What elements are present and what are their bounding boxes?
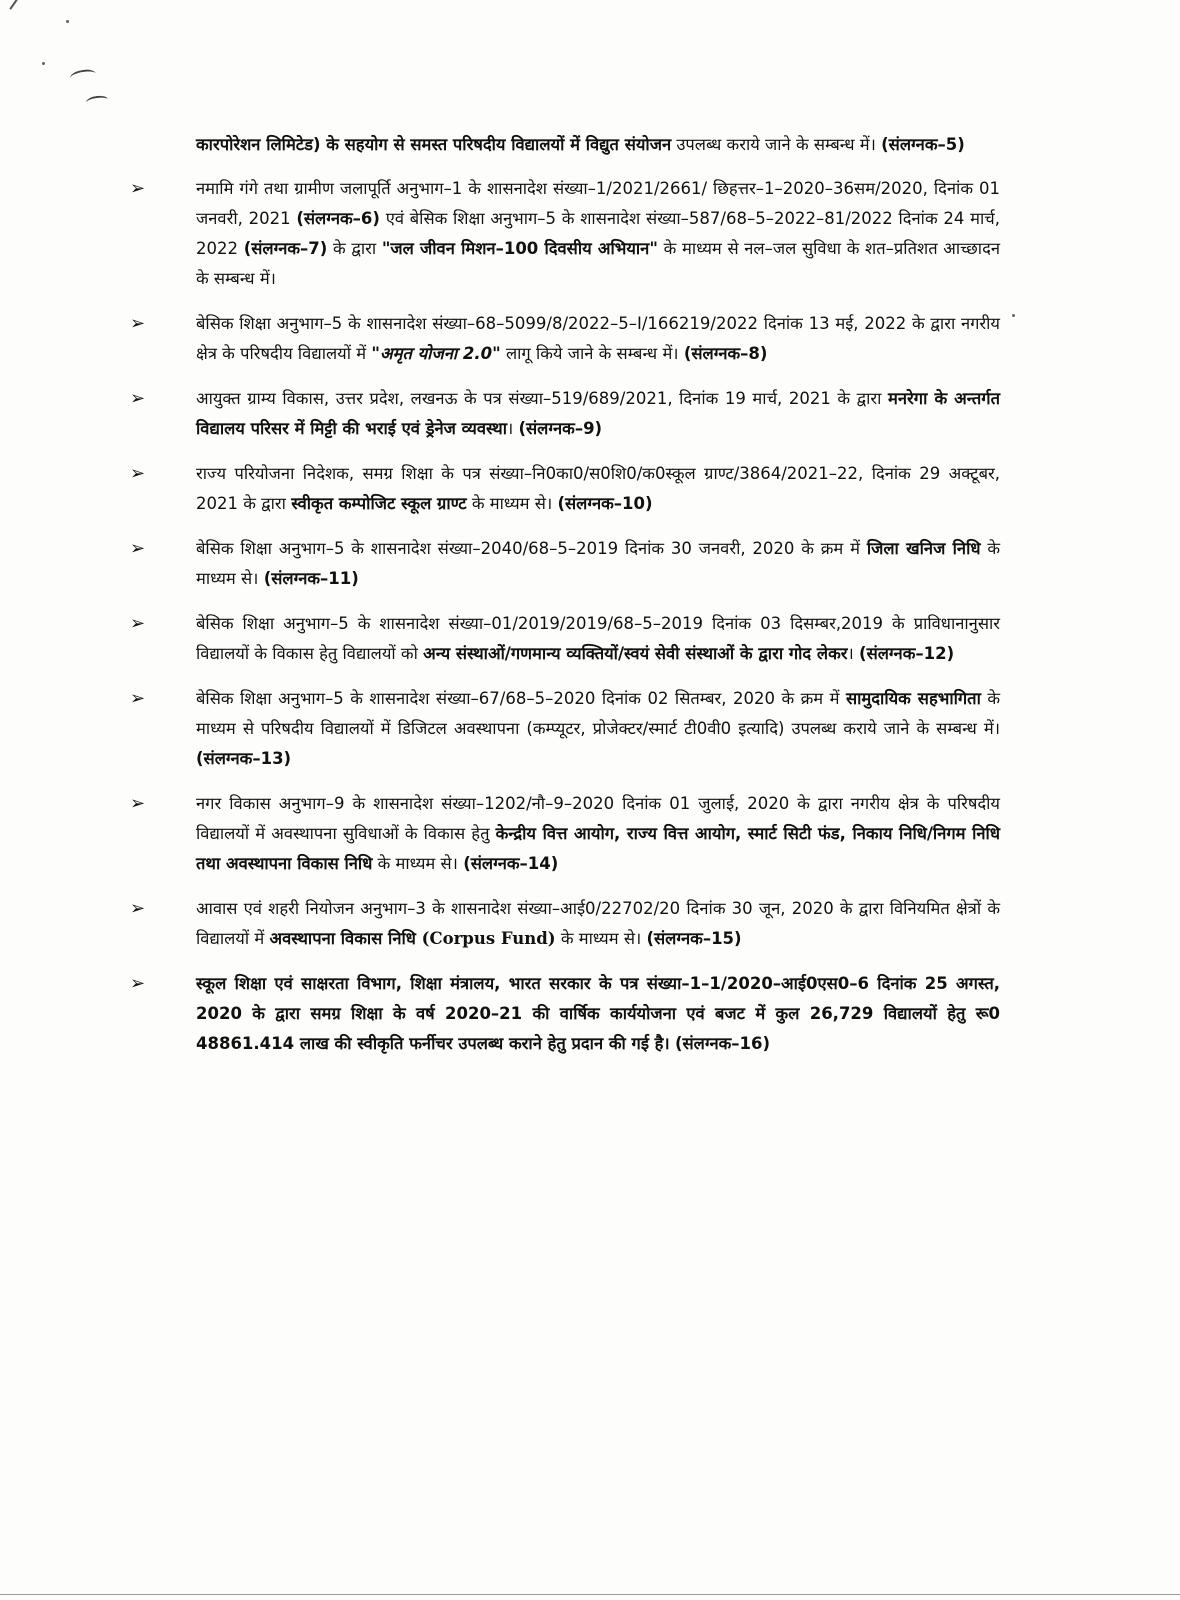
item-text: के माध्यम से। [372,854,464,873]
item-highlight: अवस्थापना विकास निधि [269,929,416,948]
scan-artifact [69,68,97,84]
list-item [130,459,1000,519]
scan-artifact [85,95,108,108]
list-item [130,969,1000,1059]
scan-artifact [9,0,20,11]
lead-bold-text: कारपोरेशन लिमिटेड) के सहयोग से समस्त परिषदीय विद्यालयों में विद्युत संयोजन [196,135,672,154]
item-text: । [847,644,860,663]
scan-artifact [42,62,45,65]
arrow-bullet-icon: ➢ [130,688,146,709]
list-item [130,534,1000,594]
item-text: एवं बेसिक शिक्षा अनुभाग–5 के शासनादेश संख्या–587/68–5–2022–81/2022 दिनांक 24 मार्च, 2022 [196,209,1000,258]
arrow-bullet-icon: ➢ [130,388,146,409]
item-text: आवास एवं शहरी नियोजन अनुभाग–3 के शासनादेश संख्या–आई0/22702/20 दिनांक 30 जून, 2020 के द्वारा विनियमित क्षेत्रों के विद्यालयों में [196,899,1000,948]
item-highlight-latin: (Corpus Fund) [415,929,556,948]
item-text: नगर विकास अनुभाग–9 के शासनादेश संख्या–1202/नौ–9–2020 दिनांक 01 जुलाई, 2020 के द्वारा नगरीय क्षेत्र के परिषदीय विद्यालयों में अवस्थापना सुविधाओं के विकास हेतु [196,794,1000,843]
document-body [130,130,1000,1074]
list-item [130,609,1000,669]
annex-reference: (संलग्नक–6) [296,209,380,228]
page-bottom-edge [0,1594,1180,1595]
annex-reference: (संलग्नक–14) [463,854,559,873]
arrow-bullet-icon: ➢ [130,613,146,634]
item-text: लागू किये जाने के सम्बन्ध में। [500,344,684,363]
annex-reference: (संलग्नक–11) [263,569,359,588]
item-text: आयुक्त ग्राम्य विकास, उत्तर प्रदेश, लखनऊ के पत्र संख्या–519/689/2021, दिनांक 19 मार्च, 2021 के द्वारा [196,389,889,408]
item-highlight: सामुदायिक सहभागिता [845,689,981,708]
list-item [130,684,1000,774]
list-item [130,309,1000,369]
item-text: बेसिक शिक्षा अनुभाग–5 के शासनादेश संख्या–68–5099/8/2022–5–I/166219/2022 दिनांक 13 मई, 2022 के द्वारा नगरीय क्षेत्र के परिषदीय विद्यालयों में [196,314,1000,363]
item-text: बेसिक शिक्षा अनुभाग–5 के शासनादेश संख्या–2040/68–5–2019 दिनांक 30 जनवरी, 2020 के क्रम में [196,539,867,558]
list-item [130,789,1000,879]
item-text: के माध्यम से नल–जल सुविधा के शत–प्रतिशत आच्छादन के सम्बन्ध में। [196,239,1000,288]
item-highlight: "अमृत योजना 2.0" [371,344,501,363]
item-highlight: "जल जीवन मिशन–100 दिवसीय अभियान" [381,239,658,258]
item-text: के माध्यम से। [466,494,558,513]
arrow-bullet-icon: ➢ [130,898,146,919]
item-text: । [506,419,519,438]
item-text: के द्वारा [327,239,382,258]
annex-reference: (संलग्नक–16) [674,1034,771,1053]
lead-text: उपलब्ध कराये जाने के सम्बन्ध में। [671,135,882,154]
item-text: नमामि गंगे तथा ग्रामीण जलापूर्ति अनुभाग–1 के शासनादेश संख्या–1/2021/2661/ छिहत्तर–1–2020–36सम/2020, दिनांक 01 जनवरी, 2021 [196,179,1000,228]
item-text: के माध्यम से। [196,539,1001,588]
annex-reference: (संलग्नक–9) [518,419,603,438]
list-item [130,894,1000,954]
item-highlight: स्कूल शिक्षा एवं साक्षरता विभाग, शिक्षा मंत्रालय, भारत सरकार के पत्र संख्या–1–1/2020–आई0एस0–6 दिनांक 25 अगस्त, 2020 के द्वारा समग्र शिक्षा के वर्ष 2020–21 की वार्षिक कार्ययोजना एवं बजट में कुल 26,729 विद्यालयों हेतु रू0 48861.414 लाख की स्वीकृति फर्नीचर उपलब्ध कराने हेतु प्रदान की गई है। [196,974,1000,1053]
annex-reference: (संलग्नक–10) [557,494,653,513]
arrow-bullet-icon: ➢ [130,313,146,334]
annex-reference: (संलग्नक–5) [881,135,965,154]
item-text: के माध्यम से। [555,929,647,948]
scan-artifact [1012,314,1015,317]
arrow-bullet-icon: ➢ [130,178,146,199]
arrow-bullet-icon: ➢ [130,793,146,814]
item-text: राज्य परियोजना निदेशक, समग्र शिक्षा के पत्र संख्या–नि0का0/स0शि0/क0स्कूल ग्राण्ट/3864/2021–22, दिनांक 29 अक्टूबर, 2021 के द्वारा [196,464,1000,513]
item-text: बेसिक शिक्षा अनुभाग–5 के शासनादेश संख्या–67/68–5–2020 दिनांक 02 सितम्बर, 2020 के क्रम में [196,689,846,708]
annex-reference: (संलग्नक–7) [243,239,328,258]
annex-reference: (संलग्नक–12) [859,644,955,663]
annex-reference: (संलग्नक–13) [196,749,292,768]
item-text: के माध्यम से परिषदीय विद्यालयों में डिजिटल अवस्थापना (कम्प्यूटर, प्रोजेक्टर/स्मार्ट टी0वी0 इत्यादि) उपलब्ध कराये जाने के सम्बन्ध में। [196,689,1000,738]
item-highlight: मनरेगा के अन्तर्गत विद्यालय परिसर में मिट्टी की भराई एवं ड्रेनेज व्यवस्था [196,389,1000,438]
item-text: बेसिक शिक्षा अनुभाग–5 के शासनादेश संख्या–01/2019/2019/68–5–2019 दिनांक 03 दिसम्बर,2019 के प्राविधानानुसार विद्यालयों के विकास हेतु विद्यालयों को [196,614,1000,663]
item-highlight: केन्द्रीय वित्त आयोग, राज्य वित्त आयोग, स्मार्ट सिटी फंड, निकाय निधि/निगम निधि तथा अवस्थापना विकास निधि [196,824,1000,873]
arrow-bullet-icon: ➢ [130,538,146,559]
arrow-bullet-icon: ➢ [130,463,146,484]
scan-artifact [66,20,69,23]
item-highlight: स्वीकृत कम्पोजिट स्कूल ग्राण्ट [291,494,467,513]
list-item [130,174,1000,294]
item-highlight: अन्य संस्थाओं/गणमान्य व्यक्तियों/स्वयं सेवी संस्थाओं के द्वारा गोद लेकर [423,644,848,663]
item-highlight: जिला खनिज निधि [866,539,981,558]
annex-reference: (संलग्नक–8) [683,344,768,363]
lead-paragraph [130,130,1000,160]
list-item [130,384,1000,444]
arrow-bullet-icon: ➢ [130,973,146,994]
annex-reference: (संलग्नक–15) [646,929,742,948]
